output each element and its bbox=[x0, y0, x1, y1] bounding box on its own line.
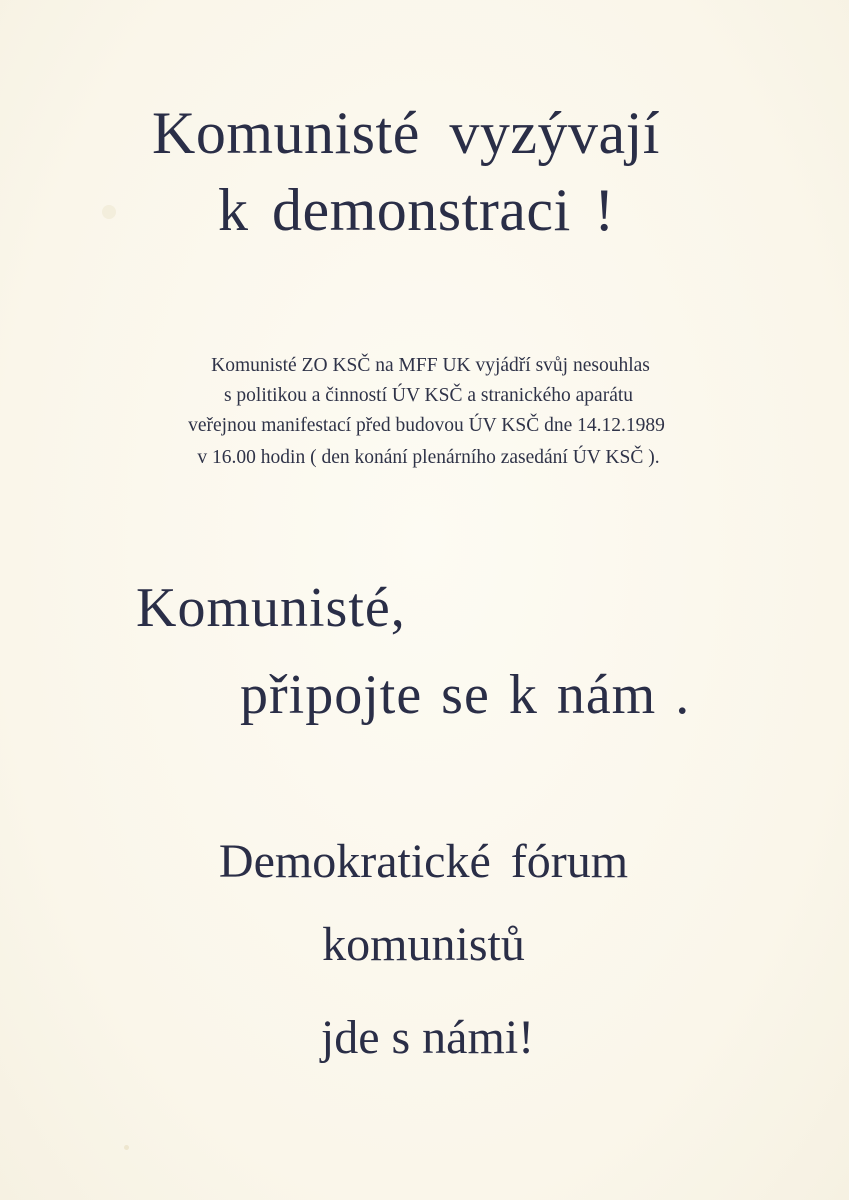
headline-line-1: Komunisté vyzývají bbox=[152, 100, 660, 166]
headline-line-2: k demonstraci ! bbox=[218, 177, 615, 243]
forum-line-3: jde s námi! bbox=[320, 1011, 535, 1064]
announcement-line-3: veřejnou manifestací před budovou ÚV KSČ dne 14.12.1989 bbox=[188, 415, 665, 436]
forum-line-2: komunistů bbox=[322, 918, 525, 971]
announcement-line-2: s politikou a činností ÚV KSČ a stranického aparátu bbox=[223, 385, 634, 406]
announcement-line-1: Komunisté ZO KSČ na MFF UK vyjádří svůj nesouhlas bbox=[211, 355, 650, 376]
paper-speck bbox=[124, 1145, 129, 1150]
paper-speck bbox=[102, 205, 116, 219]
announcement-line-4: v 16.00 hodin ( den konání plenárního zasedání ÚV KSČ ). bbox=[197, 447, 660, 468]
call-line-2: připojte se k nám . bbox=[240, 664, 691, 726]
forum-line-1: Demokratické fórum bbox=[218, 835, 629, 888]
call-line-1: Komunisté, bbox=[136, 577, 406, 639]
